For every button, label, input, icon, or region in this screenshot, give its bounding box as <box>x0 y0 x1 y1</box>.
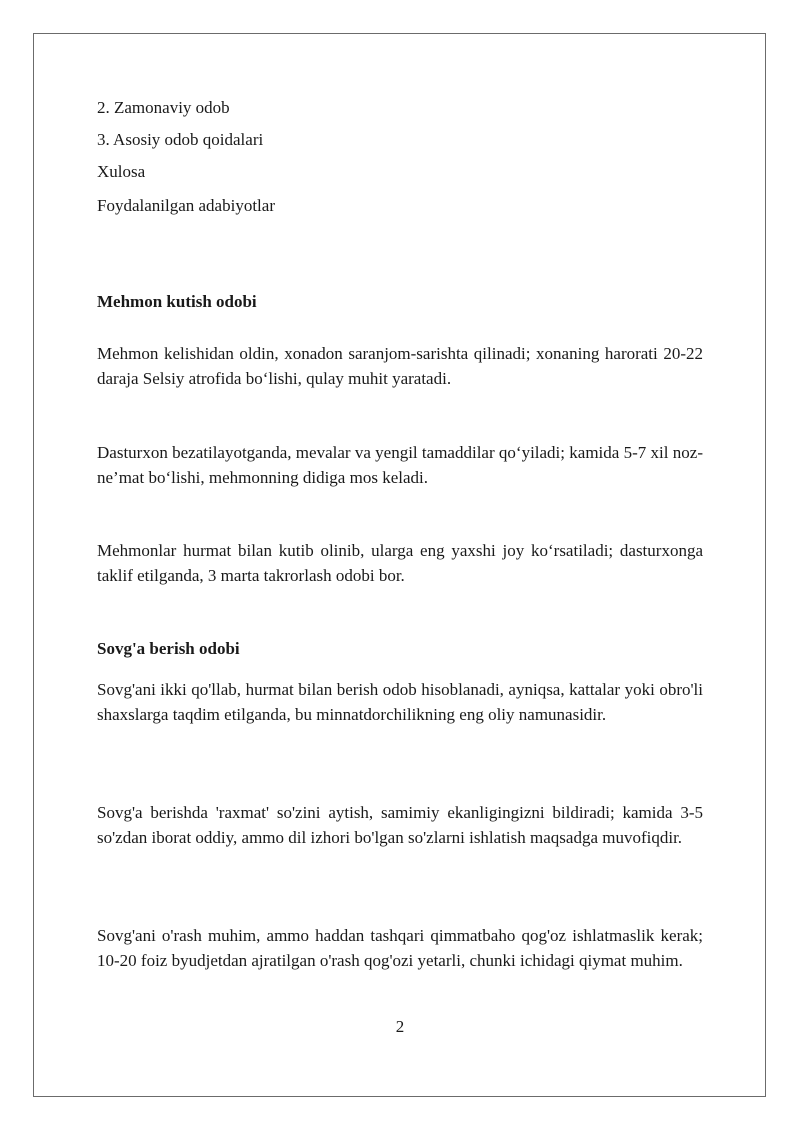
toc-item: 2. Zamonaviy odob <box>97 98 230 117</box>
section-heading: Sovg'a berish odobi <box>97 639 240 658</box>
paragraph: Sovg'ani ikki qo'llab, hurmat bilan berish odob hisoblanadi, ayniqsa, kattalar yoki obro'li shaxslarga taqdim etilganda, bu minnatdorchilikning eng oliy namunasidir. <box>97 680 703 724</box>
paragraph: Mehmon kelishidan oldin, xonadon saranjom-sarishta qilinadi; xonaning harorati 20-22 daraja Selsiy atrofida bo‘lishi, qulay muhit yaratadi. <box>97 344 703 388</box>
paragraph: Dasturxon bezatilayotganda, mevalar va yengil tamaddilar qo‘yiladi; kamida 5-7 xil noz-ne’mat bo‘lishi, mehmonning didiga mos keladi. <box>97 443 703 487</box>
page-number: 2 <box>395 1017 405 1036</box>
toc-item: 3. Asosiy odob qoidalari <box>97 130 264 149</box>
toc-item: Xulosa <box>97 162 146 181</box>
section-heading: Mehmon kutish odobi <box>97 292 257 311</box>
paragraph: Mehmonlar hurmat bilan kutib olinib, ularga eng yaxshi joy ko‘rsatiladi; dasturxonga taklif etilganda, 3 marta takrorlash odobi bor. <box>97 541 703 585</box>
toc-item: Foydalanilgan adabiyotlar <box>97 196 275 215</box>
paragraph: Sovg'ani o'rash muhim, ammo haddan tashqari qimmatbaho qog'oz ishlatmaslik kerak; 10-20 foiz byudjetdan ajratilgan o'rash qog'ozi yetarli, chunki ichidagi qiymat muhim. <box>97 926 703 970</box>
paragraph: Sovg'a berishda 'raxmat' so'zini aytish, samimiy ekanligingizni bildiradi; kamida 3-5 so'zdan iborat oddiy, ammo dil izhori bo'lgan so'zlarni ishlatish maqsadga muvofiqdir. <box>97 803 703 847</box>
